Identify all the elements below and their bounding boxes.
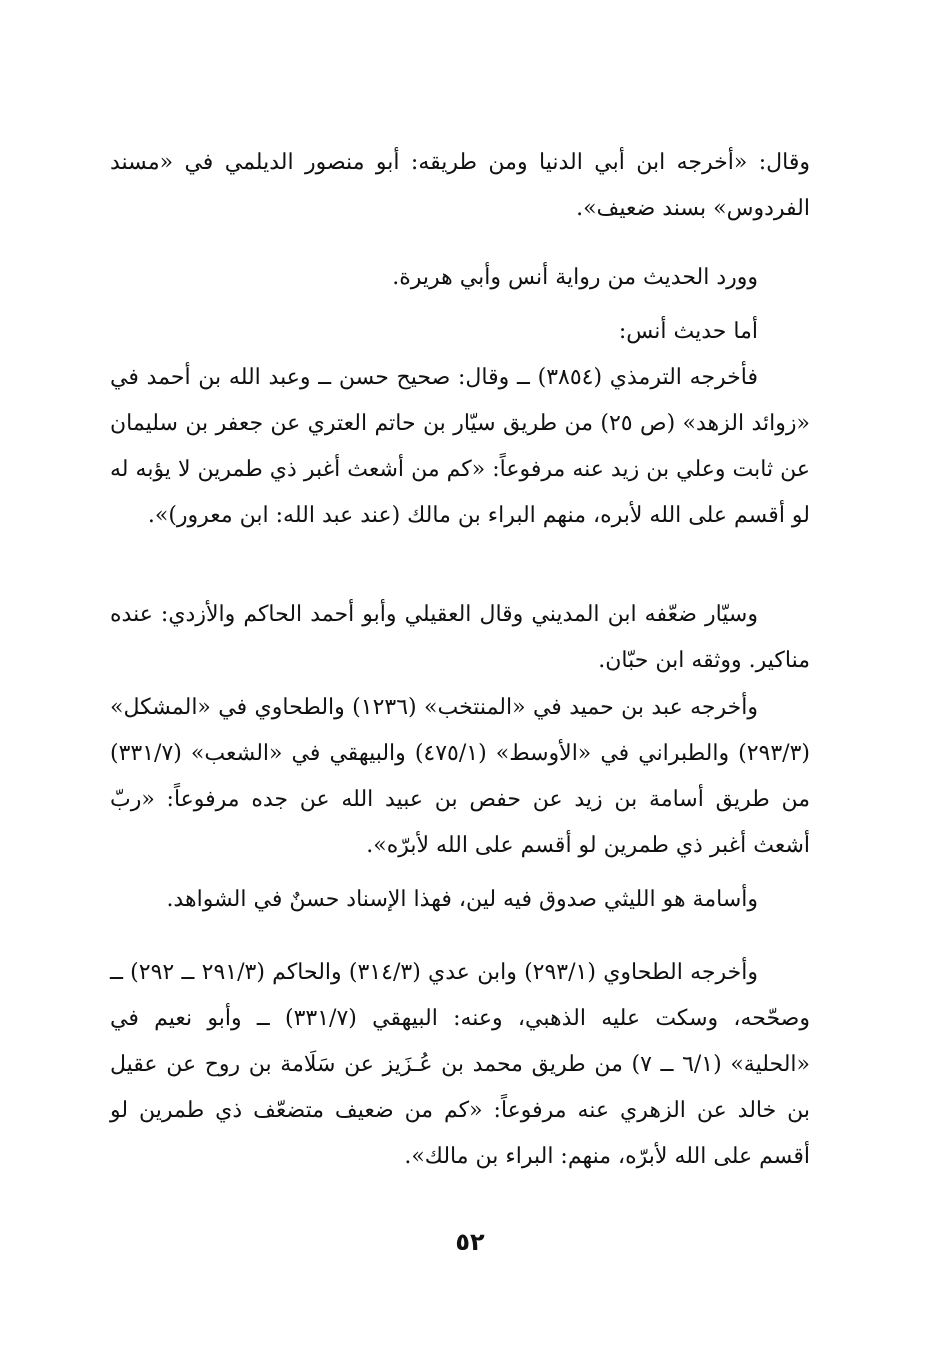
paragraph-abd-bin-humaid-takhrij: وأخرجه عبد بن حميد في «المنتخب» (١٢٣٦) والطحاوي في «المشكل» (٢٩٣/٣) والطبراني في «الأوسط» (٤٧٥/١) والبيهقي في «الشعب» (٣٣١/٧) من طريق أسامة بن زيد عن حفص بن عبيد الله عن جده مرفوعاً: «ربّ أشعث أغبر ذي طمرين لو أقسم على الله لأبرّه». [110, 695, 810, 858]
paragraph-sayyar-grading: وسيّار ضعّفه ابن المديني وقال العقيلي وأبو أحمد الحاكم والأزدي: عنده مناكير. ووثقه ابن حبّان. [110, 602, 810, 673]
paragraph-narrations-intro: وورد الحديث من رواية أنس وأبي هريرة. [392, 265, 758, 290]
paragraph-dailami-quote: وقال: «أخرجه ابن أبي الدنيا ومن طريقه: أبو منصور الديلمي في «مسند الفردوس» بسند ضعيف». [110, 150, 810, 221]
paragraph-usama-grading: وأسامة هو الليثي صدوق فيه لين، فهذا الإسناد حسنٌ في الشواهد. [166, 887, 758, 912]
paragraph-tirmidhi-takhrij: فأخرجه الترمذي (٣٨٥٤) ــ وقال: صحيح حسن ــ وعبد الله بن أحمد في «زوائد الزهد» (ص ٢٥) من طريق سيّار بن حاتم العتري عن جعفر بن سليمان عن ثابت وعلي بن زيد عنه مرفوعاً: «كم من أشعث أغبر ذي طمرين لا يؤبه له لو أقسم على الله لأبره، منهم البراء بن مالك (عند عبد الله: ابن معرور)». [110, 365, 810, 528]
paragraph-tahawi-takhrij: وأخرجه الطحاوي (٢٩٣/١) وابن عدي (٣١٤/٣) والحاكم (٢٩١/٣ ــ ٢٩٢) ــ وصحّحه، وسكت عليه الذهبي، وعنه: البيهقي (٣٣١/٧) ــ وأبو نعيم في «الحلية» (٦/١ ــ ٧) من طريق محمد بن عُـزَيز عن سَلَامة بن روح عن عقيل بن خالد عن الزهري عنه مرفوعاً: «كم من ضعيف متضعّف ذي طمرين لو أقسم على الله لأبرّه، منهم: البراء بن مالك». [110, 960, 810, 1169]
paragraph-anas-heading: أما حديث أنس: [618, 319, 758, 344]
page-number: ٥٢ [455, 1228, 485, 1256]
